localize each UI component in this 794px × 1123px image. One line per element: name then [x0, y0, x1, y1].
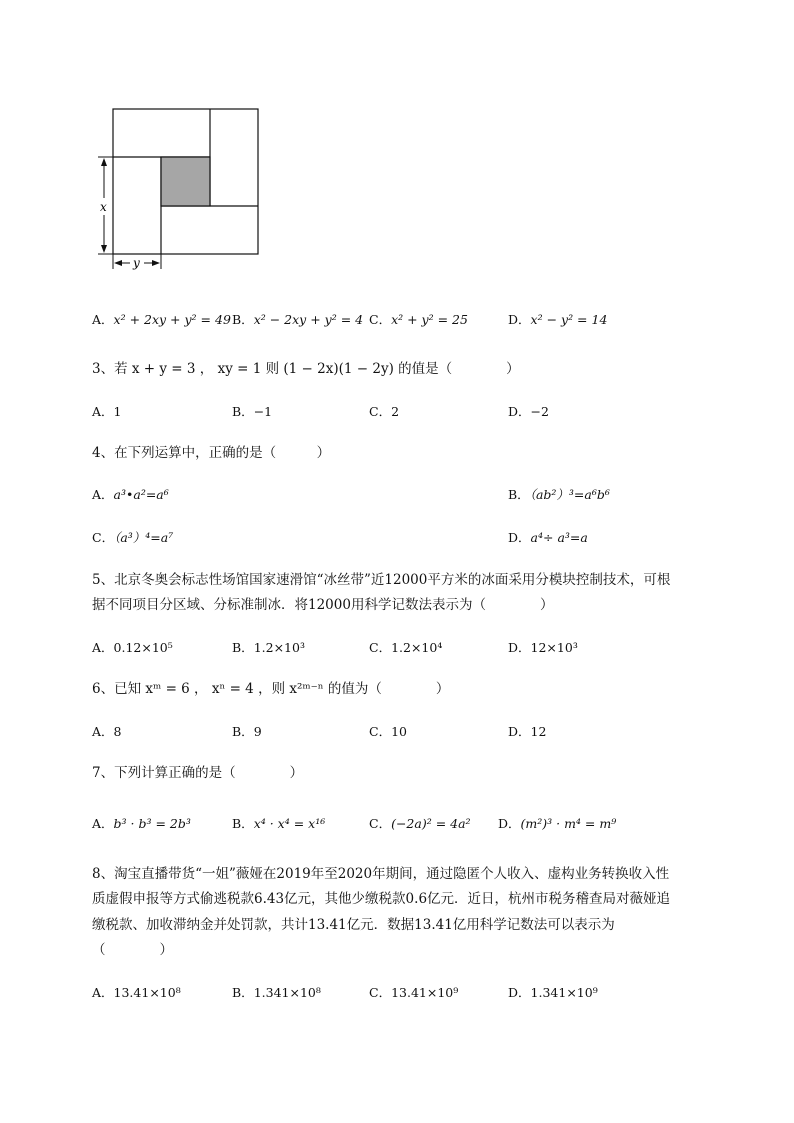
q5-question-line1: 5、北京冬奥会标志性场馆国家速滑馆“冰丝带”近12000平方米的冰面采用分模块控制技术，可根	[92, 572, 671, 588]
q7-option-a[interactable]: A．b³ · b³ = 2b³	[92, 816, 191, 831]
q5-option-a[interactable]: A．0.12×10⁵	[92, 640, 173, 655]
q6-option-b[interactable]: B．9	[232, 724, 262, 739]
q8-option-b[interactable]: B．1.341×10⁸	[232, 985, 321, 1000]
q4-options-row1	[92, 484, 712, 506]
q8-question-line1: 8、淘宝直播带货“一姐”薇娅在2019年至2020年期间，通过隐匿个人收入、虚构业务转换收入性	[92, 866, 670, 882]
square-diagram	[88, 102, 268, 272]
q6-option-a[interactable]: A．8	[92, 724, 122, 739]
q3-option-b[interactable]: B．−1	[232, 404, 273, 419]
q4-option-c[interactable]: C．（a³）⁴=a⁷	[92, 530, 174, 545]
q2-option-c[interactable]: C．x² + y² = 25	[369, 312, 468, 327]
q3-option-d[interactable]: D．−2	[508, 404, 549, 419]
q5-option-b[interactable]: B．1.2×10³	[232, 640, 305, 655]
q5-option-c[interactable]: C．1.2×10⁴	[369, 640, 443, 655]
x-label: x	[100, 200, 107, 214]
q2-option-b[interactable]: B．x² − 2xy + y² = 4	[232, 312, 364, 327]
q2-options	[92, 309, 712, 331]
q3-options	[92, 401, 712, 423]
q8-question-line2: 质虚假申报等方式偷逃税款6.43亿元，其他少缴税款0.6亿元．近日，杭州市税务稽查局对薇娅追	[92, 891, 671, 907]
q5-question-line2: 据不同项目分区域、分标准制冰．将12000用科学记数法表示为（ ）	[92, 597, 554, 613]
q7-option-c[interactable]: C．(−2a)² = 4a²	[369, 816, 471, 831]
q7-option-d[interactable]: D．(m²)³ · m⁴ = m⁹	[498, 816, 617, 831]
q6-option-d[interactable]: D．12	[508, 724, 547, 739]
q6-option-c[interactable]: C．10	[369, 724, 407, 739]
q2-option-a[interactable]: A．x² + 2xy + y² = 49	[92, 312, 231, 327]
q4-option-a[interactable]: A．a³•a²=a⁶	[92, 487, 169, 502]
q4-option-b[interactable]: B．（ab²）³=a⁶b⁶	[508, 487, 610, 502]
q7-option-b[interactable]: B．x⁴ · x⁴ = x¹⁶	[232, 816, 326, 831]
q8-option-d[interactable]: D．1.341×10⁹	[508, 985, 598, 1000]
q3-option-c[interactable]: C．2	[369, 404, 400, 419]
shaded-square	[161, 157, 210, 206]
q8-question-line4: （ ）	[92, 942, 173, 958]
q6-options	[92, 721, 712, 743]
q8-option-c[interactable]: C．13.41×10⁹	[369, 985, 459, 1000]
q4-question: 4、在下列运算中，正确的是（ ）	[92, 445, 331, 461]
q5-option-d[interactable]: D．12×10³	[508, 640, 578, 655]
q8-question-line3: 缴税款、加收滞纳金并处罚款，共计13.41亿元．数据13.41亿用科学记数法可以表示为	[92, 917, 615, 933]
q2-option-d[interactable]: D．x² − y² = 14	[508, 312, 608, 327]
q6-question: 6、已知 xᵐ = 6 ， xⁿ = 4 ，则 x²ᵐ⁻ⁿ 的值为（ ）	[92, 681, 450, 697]
q7-question: 7、下列计算正确的是（ ）	[92, 765, 304, 781]
q3-question: 3、若 x + y = 3 ， xy = 1 则 (1 − 2x)(1 − 2y) 的值是（ ）	[92, 361, 520, 377]
y-label: y	[133, 256, 140, 270]
q7-options	[92, 813, 712, 835]
q4-options-row2	[92, 527, 712, 549]
q4-option-d[interactable]: D．a⁴÷ a³=a	[508, 530, 588, 545]
q3-option-a[interactable]: A．1	[92, 404, 122, 419]
q8-options	[92, 982, 712, 1004]
q5-options	[92, 637, 712, 659]
q8-option-a[interactable]: A．13.41×10⁸	[92, 985, 181, 1000]
